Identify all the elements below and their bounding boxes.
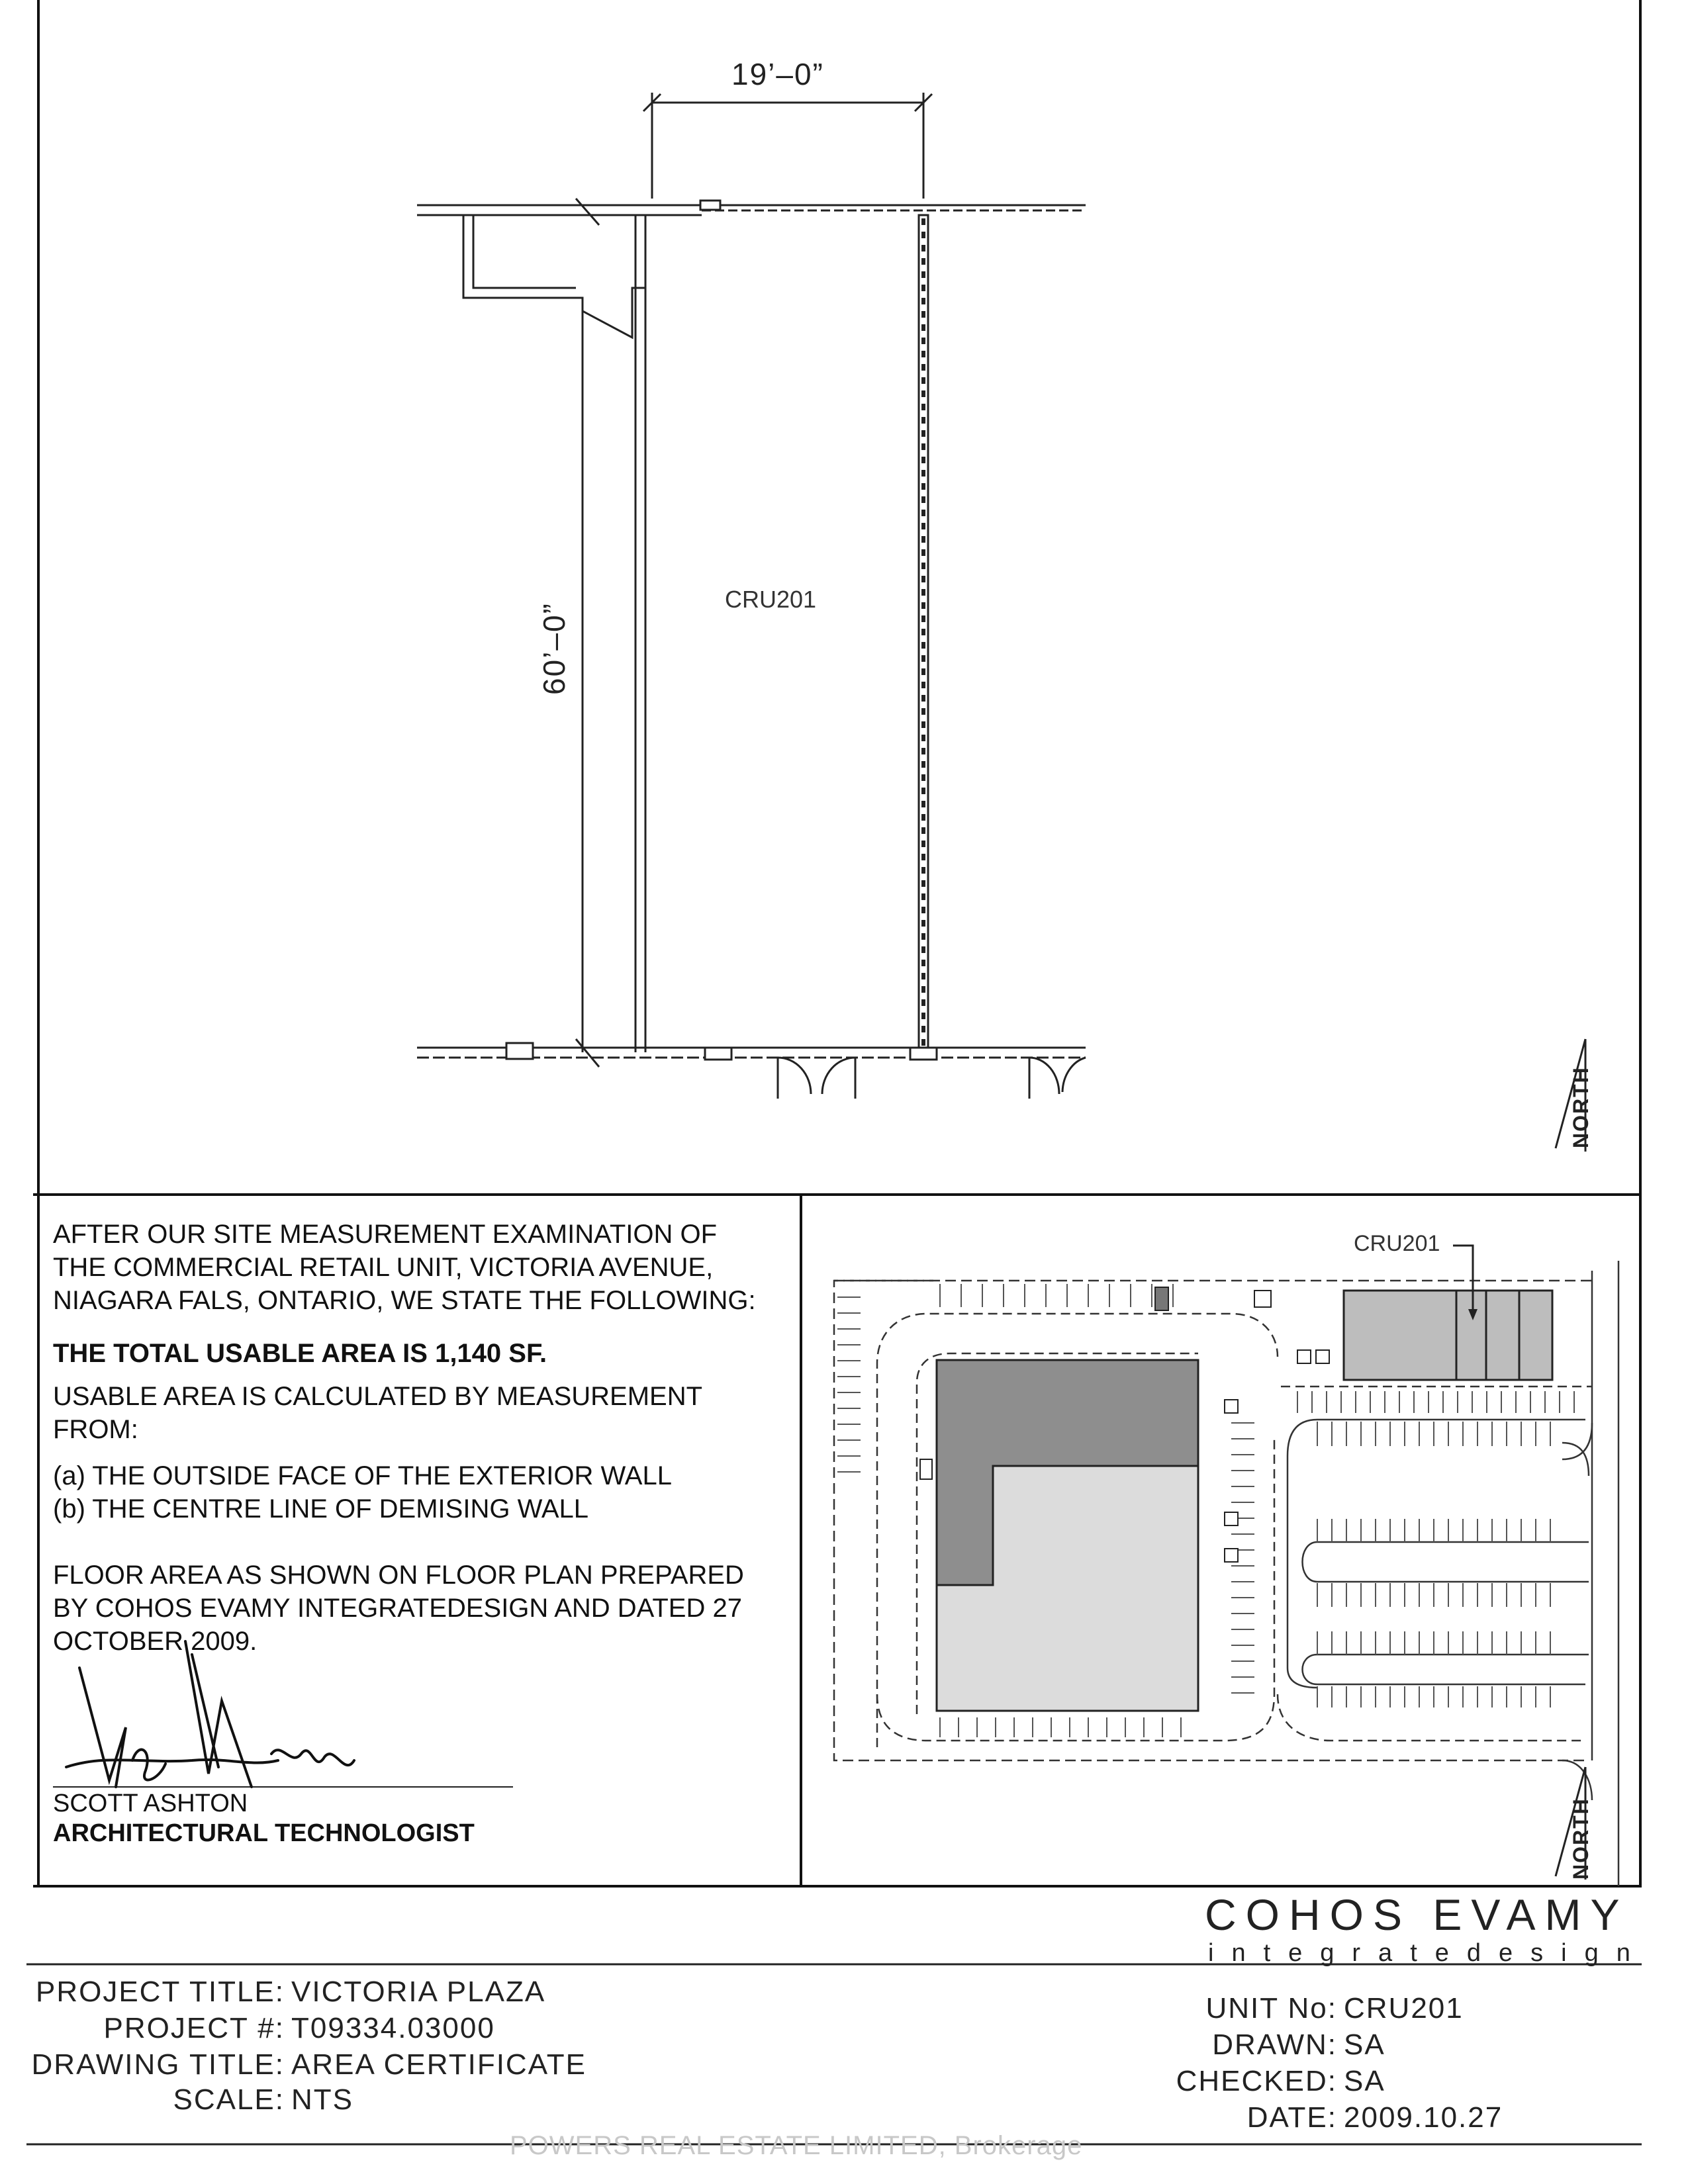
width-dimension-text: 19’–0” (731, 57, 824, 91)
signer-title-text: ARCHITECTURAL TECHNOLOGIST (53, 1819, 475, 1847)
project-title-value: VICTORIA PLAZA (291, 1976, 546, 2008)
retail-building (1344, 1291, 1552, 1380)
cert-intro-line: THE COMMERCIAL RETAIL UNIT, VICTORIA AVENUE, (53, 1253, 714, 1282)
project-number-value: T09334.03000 (291, 2012, 495, 2044)
checked-label: CHECKED: (1176, 2065, 1337, 2097)
unit-no-label: UNIT No: (1205, 1992, 1337, 2025)
measurement-item: (b) THE CENTRE LINE OF DEMISING WALL (53, 1494, 589, 1524)
date-value: 2009.10.27 (1344, 2101, 1503, 2134)
signer-name: SCOTT ASHTON (53, 1790, 248, 1817)
north-label-bottom: NORTH (1569, 1797, 1593, 1880)
north-label-top: NORTH (1569, 1066, 1593, 1148)
unit-no-value: CRU201 (1344, 1992, 1464, 2025)
depth-dimension-text: 60’–0” (537, 602, 571, 695)
drawn-label: DRAWN: (1212, 2028, 1337, 2061)
calc-line: FROM: (53, 1415, 138, 1444)
unit-label: CRU201 (725, 586, 817, 613)
floor-line: OCTOBER 2009. (53, 1627, 258, 1656)
scale-label: SCALE: (173, 2083, 285, 2116)
date-label: DATE: (1246, 2101, 1337, 2134)
watermark: POWERS REAL ESTATE LIMITED, Brokerage (510, 2131, 1083, 2160)
measurement-item: (a) THE OUTSIDE FACE OF THE EXTERIOR WALL (53, 1461, 672, 1490)
firm-name: COHOS EVAMY (1205, 1890, 1629, 1939)
floor-line: FLOOR AREA AS SHOWN ON FLOOR PLAN PREPARED (53, 1561, 744, 1590)
cert-intro-line: NIAGARA FALS, ONTARIO, WE STATE THE FOLLOWING: (53, 1286, 756, 1315)
floor-line: BY COHOS EVAMY INTEGRATEDESIGN AND DATED 27 (53, 1594, 742, 1623)
project-number-label: PROJECT #: (103, 2012, 285, 2044)
site-unit-callout: CRU201 (1354, 1231, 1440, 1256)
checked-value: SA (1344, 2065, 1385, 2097)
main-building (937, 1360, 1198, 1711)
drawn-value: SA (1344, 2028, 1385, 2061)
scale-value: NTS (291, 2083, 353, 2116)
cert-intro-line: AFTER OUR SITE MEASUREMENT EXAMINATION OF (53, 1220, 718, 1249)
calc-line: USABLE AREA IS CALCULATED BY MEASUREMENT (53, 1382, 703, 1411)
total-area-text: THE TOTAL USABLE AREA IS 1,140 SF. (53, 1339, 547, 1368)
drawing-title-label: DRAWING TITLE: (31, 2048, 285, 2081)
project-title-label: PROJECT TITLE: (35, 1976, 285, 2008)
drawing-title-value: AREA CERTIFICATE (291, 2048, 587, 2081)
firm-subtitle: integratedesign (1208, 1939, 1648, 1967)
